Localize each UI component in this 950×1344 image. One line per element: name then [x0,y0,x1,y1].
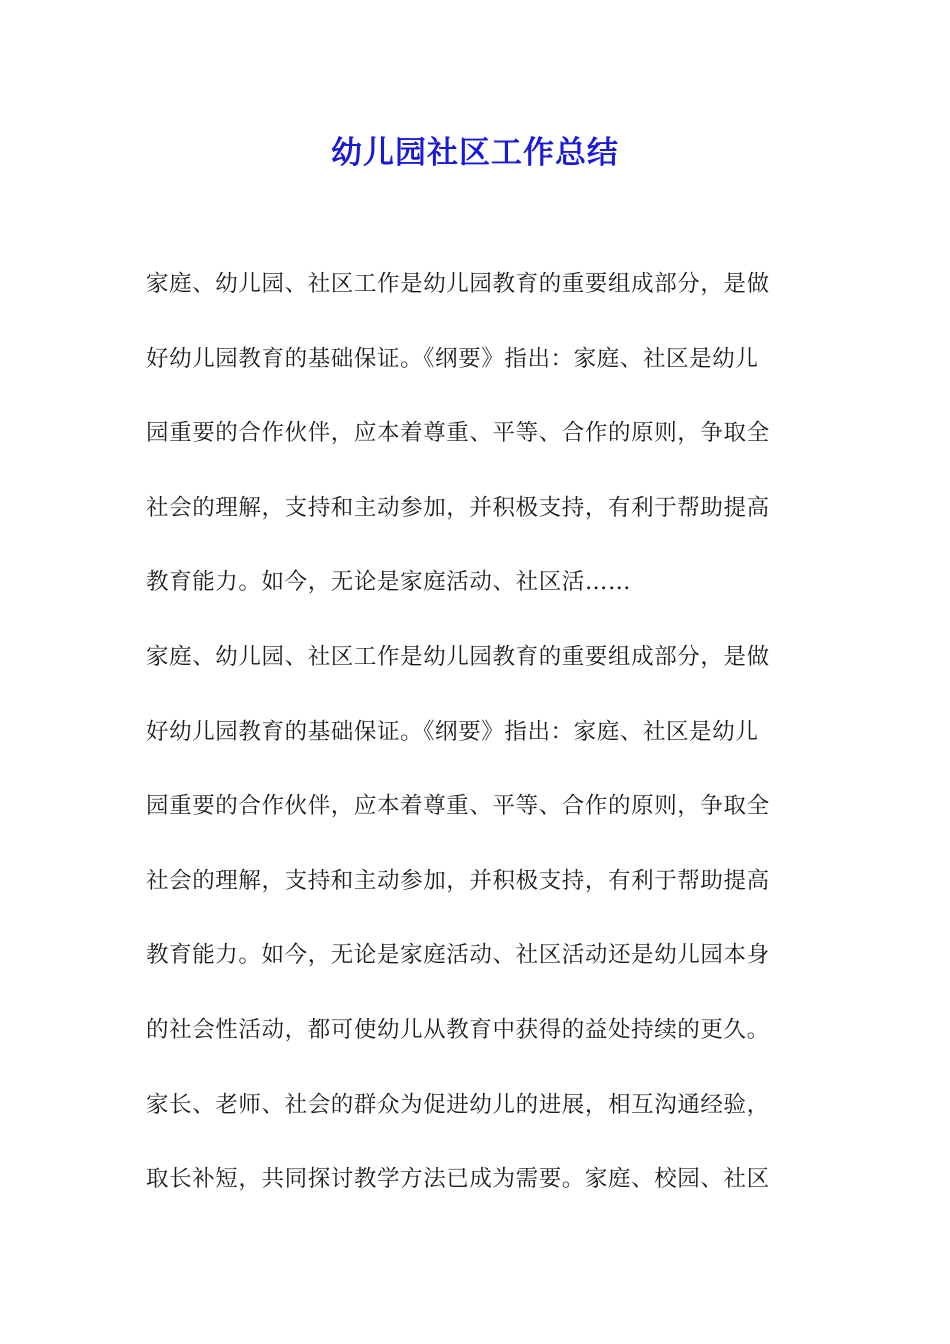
document-title: 幼儿园社区工作总结 [331,135,619,171]
body-line: 取长补短，共同探讨教学方法已成为需要。家庭、校园、社区 [146,1166,770,1193]
body-line: 社会的理解，支持和主动参加，并积极支持，有利于帮助提高 [146,867,770,894]
document-body [146,262,810,1232]
body-line: 教育能力。如今，无论是家庭活动、社区活动还是幼儿园本身 [146,942,770,969]
body-line: 家长、老师、社会的群众为促进幼儿的进展，相互沟通经验， [146,1091,770,1118]
body-line: 园重要的合作伙伴，应本着尊重、平等、合作的原则，争取全 [146,793,770,820]
body-line: 教育能力。如今，无论是家庭活动、社区活…… [146,569,632,596]
body-line: 好幼儿园教育的基础保证。《纲要》指出：家庭、社区是幼儿 [146,345,759,372]
body-line: 好幼儿园教育的基础保证。《纲要》指出：家庭、社区是幼儿 [146,718,759,745]
body-line: 的社会性活动，都可使幼儿从教育中获得的益处持续的更久。 [146,1016,770,1043]
body-line: 家庭、幼儿园、社区工作是幼儿园教育的重要组成部分，是做 [146,643,770,670]
body-line: 社会的理解，支持和主动参加，并积极支持，有利于帮助提高 [146,494,770,521]
body-line: 园重要的合作伙伴，应本着尊重、平等、合作的原则，争取全 [146,420,770,447]
body-line: 家庭、幼儿园、社区工作是幼儿园教育的重要组成部分，是做 [146,271,770,297]
